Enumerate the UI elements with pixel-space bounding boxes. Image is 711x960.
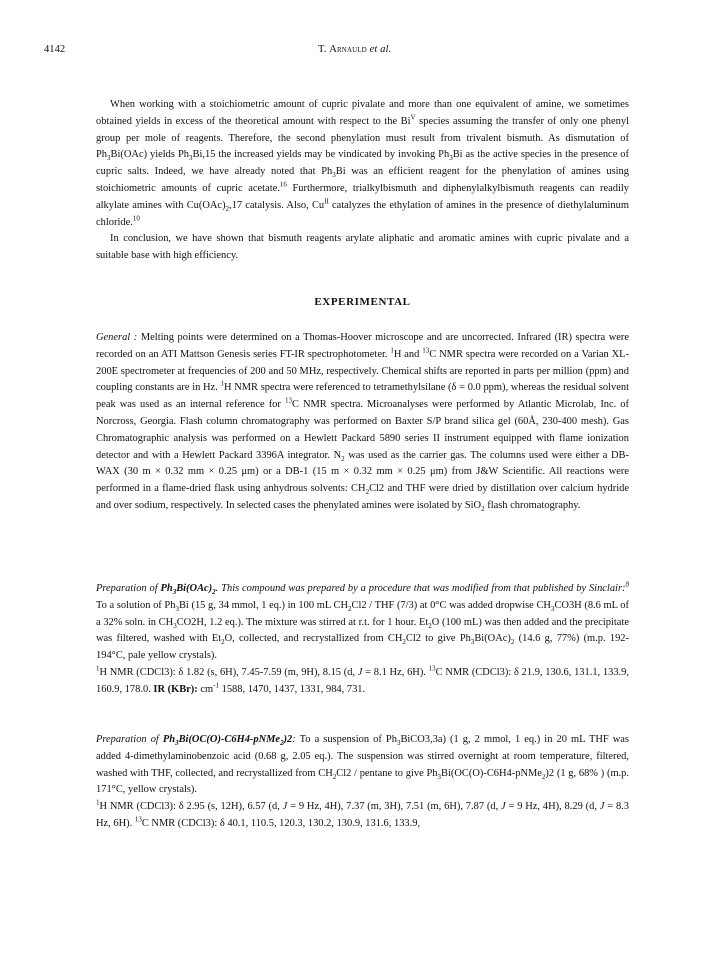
section-heading: EXPERIMENTAL [314,296,411,308]
preparation-1 [96,581,629,699]
preparation-2-data: $^1$H NMR (CDCl3): δ 2.95 (s, 12H), 6.57 (d, J = 9 Hz, 4H), 7.37 (m, 3H), 7.51 (m, 6H), 7.87 (d, J = 9 Hz, 4H), 8.29 (d, J = 8.3 Hz, 6H). $^{13}$C NMR (CDCl3): δ 40.1, 110.5, 120.3, 130.2, 130.9, 131.6, 133.9, [96,798,629,829]
general-section [96,330,629,515]
preparation-2 [96,732,629,833]
preparation-2-paragraph: Preparation of $Ph_3Bi(OC(O)-C6H4-pNMe_2)2$: To a suspension of $Ph_3BiCO3,3a$) (1 g, 2 mmol, 1 eq.) in 20 mL THF was added 4-dimethylaminobenzoic acid (0.68 g, 2.05 eq.). The suspension was stirred overnight at room temperature, filtered, washed with THF, collected, and recrystallized from $CH_2Cl2$ / pentane to give $Ph_3Bi(OC(O)-C6H4-pNMe_2)2$ (1 g, 68% ) (m.p. 171°C, yellow crystals). [96,734,629,796]
running-head: T. Arnauld et al. [318,44,392,55]
page-header [0,44,711,58]
discussion-section [96,97,629,265]
preparation-1-paragraph: Preparation of $Ph_3Bi(OAc)_2$. This compound was prepared by a procedure that was modified from that published by Sinclair:$^8$ To a solution of $Ph_3Bi$ (15 g, 34 mmol, 1 eq.) in 100 mL $CH_2Cl2$ / THF (7/3) at 0°C was added dropwise $CH_3CO3H$ (8.6 mL of a 32% soln. in $CH_3CO2H$, 1.2 eq.). The mixture was stirred at r.t. for 1 hour. $Et_2O$ (100 mL) was then added and the precipitate was filtered, washed with $Et_2O$, collected, and recrystallized from $CH_2Cl2$ to give $Ph_3Bi(OAc)_2$ (14.6 g, 77%) (m.p. 192-194°C, pale yellow crystals). [96,580,629,662]
page-number: 4142 [44,44,66,55]
preparation-1-data: $^1$H NMR (CDCl3): δ 1.82 (s, 6H), 7.45-7.59 (m, 9H), 8.15 (d, J = 8.1 Hz, 6H). $^{13}$C NMR (CDCl3): δ 21.9, 130.6, 131.1, 133.9, 160.9, 178.0. IR (KBr): $cm^{-1}$ 1588, 1470, 1437, 1331, 984, 731. [96,664,629,695]
discussion-paragraph: When working with a stoichiometric amount of cupric pivalate and more than one equivalent of amine, we sometimes obtained yields in excess of the theoretical amount with respect to the $Bi^V$ species assuming the transfer of only one phenyl group per mole of reagents. Therefore, the second phenylation must result from trivalent bismuth. As dismutation of $Ph_3Bi(OAc)$ yields $Ph_3Bi,15$ the increased yields may be vindicated by invoking $Ph_3Bi$ as the active species in the presence of cupric salts. Indeed, we have already noted that $Ph_3Bi$ was an efficient reagent for the phenylation of amines using stoichiometric amounts of cupric acetate.$^{16}$ Furthermore, trialkylbismuth and diphenylalkylbismuth reagents can readily alkylate amines with $Cu(OAc)_2,17$ catalysis. Also, $Cu^{II}$ catalyzes the ethylation of amines in the presence of diethylaluminum chloride.$^{10}$ [96,99,629,228]
general-paragraph: General : Melting points were determined on a Thomas-Hoover microscope and are uncorrected. Infrared (IR) spectra were recorded on an ATI Mattson Genesis series FT-IR spectrophotometer. $^1$H and $^{13}$C NMR spectra were recorded on a Varian XL-200E spectrometer at frequencies of 200 and 50 MHz, respectively. Chemical shifts are reported in parts per million (ppm) and coupling constants are in Hz. $^1$H NMR spectra were referenced to tetramethylsilane (δ = 0.0 ppm), whereas the residual solvent peak was used as an internal reference for $^{13}$C NMR spectra. Microanalyses were performed by Atlantic Microlab, Inc. of Norcross, Georgia. Flash column chromatography was performed on Baxter S/P brand silica gel (60Å, 230-400 mesh). Gas Chromatographic analysis was performed on a Hewlett Packard 5890 series II instrument equipped with flame ionization detector and with a Hewlett Packard 3396A integrator. $N_2$ was used as the carrier gas. The columns used were either a DB-WAX (30 m × 0.32 mm × 0.25 μm) or a DB-1 (15 m × 0.32 mm × 0.25 μm) from J&W Scientific. All reactions were performed in a flame-dried flask using anhydrous solvents: $CH_2Cl2$ and THF were dried by distillation over calcium hydride and over sodium, respectively. In selected cases the phenylated amines were isolated by SiO$_2$ flash chromatography. [96,332,630,514]
conclusion-paragraph: In conclusion, we have shown that bismuth reagents arylate aliphatic and aromatic amines with cupric pivalate and a suitable base with high efficiency. [96,233,629,262]
